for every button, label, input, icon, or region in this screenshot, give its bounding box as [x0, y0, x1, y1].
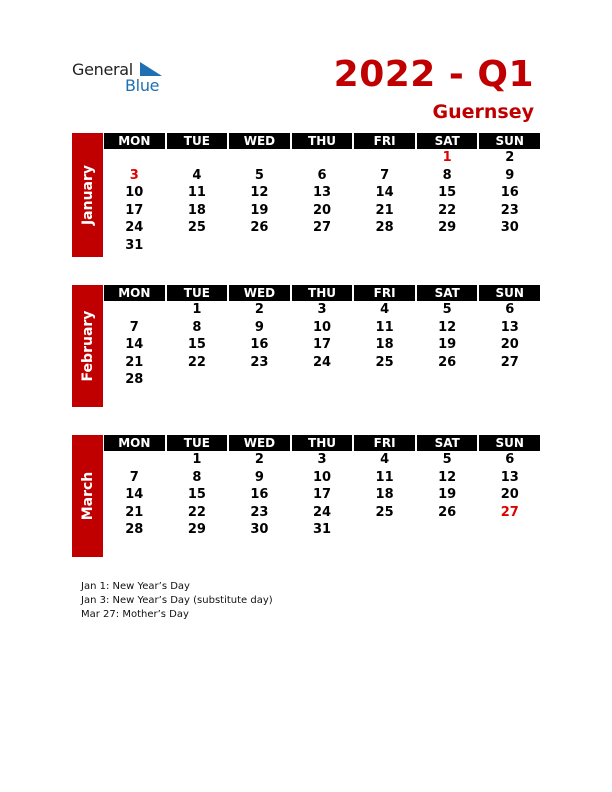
weekday-header: SUN — [479, 435, 540, 451]
day-cell: 29 — [187, 522, 206, 537]
day-cell: 15 — [187, 487, 206, 502]
weekday-header: TUE — [167, 435, 228, 451]
day-cell: 20 — [500, 337, 519, 352]
day-cell: 27 — [312, 220, 332, 235]
weekday-header: FRI — [354, 133, 415, 149]
day-cell: 14 — [125, 337, 144, 352]
week-row — [104, 237, 540, 255]
day-cell: 19 — [250, 202, 269, 218]
day-cell: 6 — [505, 302, 515, 317]
day-cell: 2 — [254, 302, 264, 317]
day-cell: 24 — [312, 354, 332, 370]
day-cell: 8 — [442, 167, 452, 183]
day-cell: 8 — [192, 319, 202, 335]
day-cell: 25 — [375, 354, 394, 370]
weekday-header: MON — [104, 133, 165, 149]
day-cell: 26 — [250, 220, 269, 235]
day-cell: 10 — [312, 319, 332, 335]
day-cell: 21 — [375, 202, 394, 218]
weekday-header: THU — [292, 285, 353, 301]
day-cell — [229, 237, 290, 255]
day-cell: 16 — [250, 337, 269, 352]
week-row — [104, 301, 540, 319]
day-cell: 13 — [500, 469, 519, 485]
day-cell: 23 — [500, 202, 519, 218]
day-cell — [479, 521, 540, 539]
week-row — [104, 371, 540, 389]
day-cell: 30 — [500, 220, 519, 235]
day-cell: 21 — [125, 504, 144, 520]
day-cell: 17 — [125, 202, 144, 218]
week-row — [104, 319, 540, 337]
day-cell: 10 — [312, 469, 332, 485]
day-cell: 4 — [380, 302, 390, 317]
week-row — [104, 149, 540, 167]
day-cell: 26 — [438, 504, 457, 520]
day-cell — [292, 371, 353, 389]
week-row — [104, 486, 540, 504]
day-cell: 20 — [312, 202, 332, 218]
week-row — [104, 167, 540, 185]
day-cell: 1 — [442, 150, 452, 165]
day-cell: 1 — [192, 452, 202, 467]
month-name: February — [79, 310, 96, 382]
weekday-header: TUE — [167, 285, 228, 301]
day-cell: 22 — [187, 504, 206, 520]
logo-blue-text: Blue — [125, 76, 160, 95]
day-cell: 27 — [500, 354, 519, 370]
day-cell — [167, 149, 228, 167]
day-cell: 13 — [500, 319, 519, 335]
day-cell — [104, 451, 165, 469]
day-cell: 22 — [187, 354, 206, 370]
day-cell: 26 — [438, 354, 457, 370]
day-cell — [292, 237, 353, 255]
day-cell: 24 — [125, 220, 144, 235]
month-label-bar — [72, 133, 103, 257]
week-row — [104, 184, 540, 202]
day-cell: 27 — [500, 504, 519, 520]
day-cell: 17 — [312, 337, 332, 352]
day-cell: 11 — [375, 319, 394, 335]
day-cell: 13 — [312, 185, 332, 200]
day-cell: 10 — [125, 185, 144, 200]
day-cell: 2 — [254, 452, 264, 467]
weekday-header: SAT — [417, 435, 478, 451]
day-cell: 23 — [250, 354, 269, 370]
day-cell — [292, 149, 353, 167]
week-row — [104, 451, 540, 469]
day-cell — [479, 371, 540, 389]
day-cell: 9 — [505, 167, 515, 183]
day-cell — [354, 149, 415, 167]
day-cell: 4 — [192, 167, 202, 183]
day-cell — [229, 149, 290, 167]
weekday-header: TUE — [167, 133, 228, 149]
week-row — [104, 469, 540, 487]
weekday-header: THU — [292, 435, 353, 451]
week-row — [104, 202, 540, 220]
holiday-note: Jan 3: New Year’s Day (substitute day) — [81, 595, 273, 606]
weekday-header: THU — [292, 133, 353, 149]
weekday-header: MON — [104, 435, 165, 451]
day-cell: 18 — [375, 487, 394, 502]
day-cell — [167, 371, 228, 389]
day-cell: 18 — [375, 337, 394, 352]
weekday-header: MON — [104, 285, 165, 301]
day-cell: 3 — [317, 302, 327, 317]
day-cell: 3 — [317, 452, 327, 467]
weekday-header: WED — [229, 435, 290, 451]
month-name: January — [79, 164, 96, 226]
weekday-header: SAT — [417, 285, 478, 301]
day-cell — [479, 237, 540, 255]
day-cell: 30 — [250, 522, 269, 537]
day-cell: 16 — [250, 487, 269, 502]
month-label-bar — [72, 285, 103, 407]
day-cell — [417, 371, 478, 389]
day-cell — [417, 237, 478, 255]
general-blue-logo — [72, 60, 172, 96]
day-cell: 21 — [125, 354, 144, 370]
month-name: March — [79, 471, 96, 521]
day-cell: 19 — [438, 337, 457, 352]
day-cell: 11 — [375, 469, 394, 485]
weekday-header: FRI — [354, 285, 415, 301]
week-row — [104, 219, 540, 237]
country-name: Guernsey — [432, 101, 534, 123]
day-cell: 22 — [438, 202, 457, 218]
week-row — [104, 504, 540, 522]
logo-triangle-icon — [140, 62, 162, 76]
day-cell: 19 — [438, 487, 457, 502]
day-cell: 12 — [438, 319, 457, 335]
day-cell: 28 — [125, 522, 144, 537]
day-cell: 7 — [380, 167, 390, 183]
day-cell: 14 — [125, 487, 144, 502]
holiday-notes — [81, 580, 273, 622]
day-cell: 5 — [442, 302, 452, 317]
day-cell — [354, 237, 415, 255]
day-cell: 28 — [375, 220, 394, 235]
day-cell: 3 — [129, 167, 139, 183]
day-cell: 5 — [254, 167, 264, 183]
day-cell — [104, 149, 165, 167]
week-row — [104, 336, 540, 354]
day-cell: 16 — [500, 185, 519, 200]
day-cell: 4 — [380, 452, 390, 467]
day-cell: 25 — [187, 220, 206, 235]
calendar-grid — [104, 133, 540, 254]
day-cell: 6 — [505, 452, 515, 467]
day-cell: 9 — [254, 319, 264, 335]
day-cell: 31 — [312, 522, 332, 537]
day-cell: 24 — [312, 504, 332, 520]
day-cell — [167, 237, 228, 255]
day-cell: 31 — [125, 237, 144, 253]
weekday-header-row — [104, 435, 540, 451]
week-row — [104, 354, 540, 372]
week-row — [104, 521, 540, 539]
calendar-grid — [104, 435, 540, 539]
day-cell — [229, 371, 290, 389]
day-cell: 7 — [129, 469, 139, 485]
weekday-header-row — [104, 285, 540, 301]
day-cell: 14 — [375, 185, 394, 200]
day-cell: 9 — [254, 469, 264, 485]
day-cell: 29 — [438, 220, 457, 235]
weekday-header: WED — [229, 133, 290, 149]
day-cell: 25 — [375, 504, 394, 520]
holiday-note: Jan 1: New Year’s Day — [81, 581, 190, 592]
day-cell: 2 — [505, 150, 515, 165]
weekday-header: SUN — [479, 133, 540, 149]
month-label-bar — [72, 435, 103, 557]
day-cell: 28 — [125, 372, 144, 387]
day-cell: 12 — [438, 469, 457, 485]
day-cell: 17 — [312, 487, 332, 502]
weekday-header: FRI — [354, 435, 415, 451]
weekday-header-row — [104, 133, 540, 149]
day-cell: 8 — [192, 469, 202, 485]
day-cell: 5 — [442, 452, 452, 467]
day-cell — [354, 371, 415, 389]
holiday-note: Mar 27: Mother’s Day — [81, 609, 189, 620]
weekday-header: SAT — [417, 133, 478, 149]
weekday-header: SUN — [479, 285, 540, 301]
weekday-header: WED — [229, 285, 290, 301]
page-title: 2022 - Q1 — [333, 54, 534, 95]
day-cell: 15 — [187, 337, 206, 352]
day-cell: 23 — [250, 504, 269, 520]
day-cell — [354, 521, 415, 539]
day-cell: 20 — [500, 487, 519, 502]
logo-general-text: General — [72, 60, 133, 79]
calendar-grid — [104, 285, 540, 389]
day-cell: 1 — [192, 302, 202, 317]
day-cell: 11 — [187, 185, 206, 200]
day-cell: 7 — [129, 319, 139, 335]
day-cell: 18 — [187, 202, 206, 218]
day-cell: 6 — [317, 167, 327, 183]
day-cell — [104, 301, 165, 319]
day-cell: 15 — [438, 185, 457, 200]
day-cell: 12 — [250, 185, 269, 200]
day-cell — [417, 521, 478, 539]
